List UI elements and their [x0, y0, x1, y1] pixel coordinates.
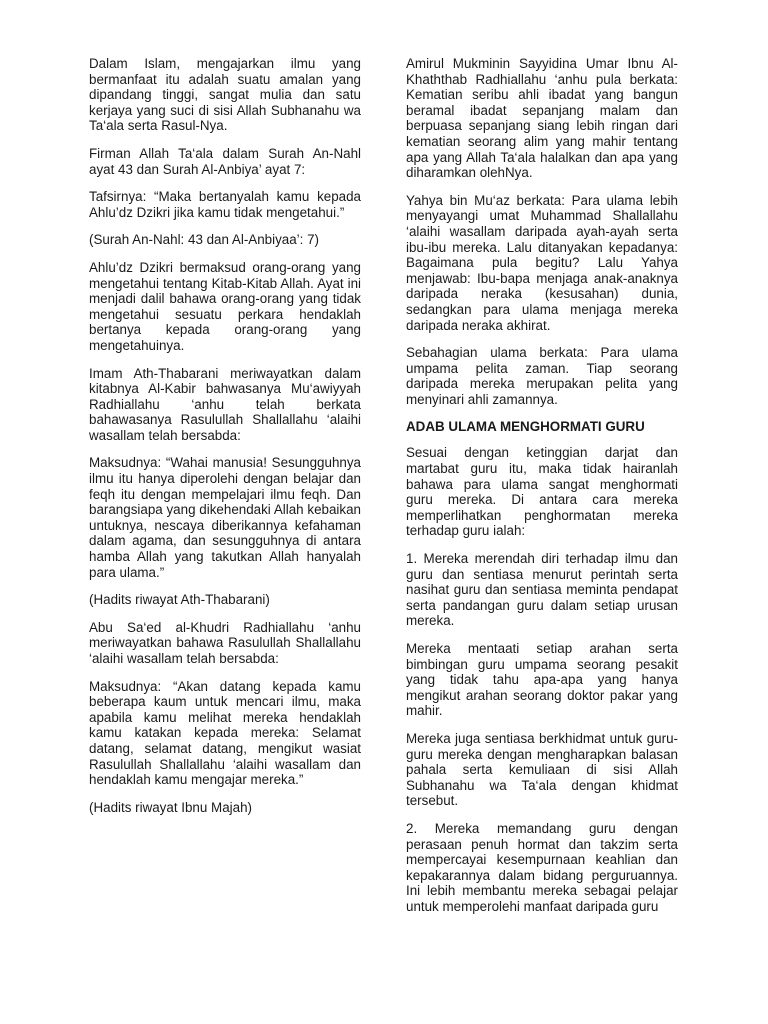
- paragraph-umar: Amirul Mukminin Sayyidina Umar Ibnu Al-Khaththab Radhiallahu ‘anhu pula berkata: Kematian seribu ahli ibadat yang bangun beramal ibadat sepanjang malam dan berpuasa sepanjang siang lebih ringan dari kematian seorang alim yang mahir tentang apa yang Allah Ta‘ala halalkan dan apa yang diharamkan olehNya.: [406, 56, 678, 181]
- paragraph-maksudnya-2: Maksudnya: “Akan datang kepada kamu beberapa kaum untuk mencari ilmu, maka apabila kamu melihat mereka hendaklah kamu katakan kepada mereka: Selamat datang, selamat datang, mengikut wasiat Rasulullah Shallallahu ‘alaihi wasallam dan hendaklah kamu mengajar mereka.”: [89, 678, 361, 788]
- paragraph-sesuai: Sesuai dengan ketinggian darjat dan martabat guru itu, maka tidak hairanlah bahawa para ulama sangat menghormati guru mereka. Di antara cara mereka memperlihatkan penghormatan mereka terhadap guru ialah:: [406, 445, 678, 539]
- citation-surah: (Surah An-Nahl: 43 dan Al-Anbiyaa’: 7): [89, 232, 320, 248]
- paragraph-firman: Firman Allah Ta‘ala dalam Surah An-Nahl ayat 43 dan Surah Al-Anbiya’ ayat 7:: [89, 145, 361, 177]
- paragraph-abu-saed: Abu Sa‘ed al-Khudri Radhiallahu ‘anhu meriwayatkan bahawa Rasulullah Shallallahu ‘alaihi wasallam telah bersabda:: [89, 619, 361, 666]
- paragraph-berkhidmat: Mereka juga sentiasa berkhidmat untuk guru-guru mereka dengan mengharapkan balasan pahala serta kemuliaan di sisi Allah Subhanahu wa Ta‘ala dengan khidmat tersebut.: [406, 730, 678, 809]
- citation-ibnu-majah: (Hadits riwayat Ibnu Majah): [89, 799, 252, 815]
- paragraph-point-2: 2. Mereka memandang guru dengan perasaan penuh hormat dan takzim serta mempercayai kesempurnaan keahlian dan kepakarannya dalam bidang perguruannya. Ini lebih membantu mereka sebagai pelajar untuk memperolehi manfaat daripada guru: [406, 820, 678, 914]
- left-column: [89, 56, 361, 827]
- citation-thabarani: (Hadits riwayat Ath-Thabarani): [89, 592, 270, 608]
- paragraph-tafsir: Tafsirnya: “Maka bertanyalah kamu kepada Ahlu’dz Dzikri jika kamu tidak mengetahui.”: [89, 189, 361, 220]
- paragraph-intro: Dalam Islam, mengajarkan ilmu yang bermanfaat itu adalah suatu amalan yang dipandang tinggi, sangat mulia dan satu kerjaya yang suci di sisi Allah Subhanahu wa Ta‘ala serta Rasul-Nya.: [89, 56, 361, 134]
- paragraph-point-1: 1. Mereka merendah diri terhadap ilmu dan guru dan sentiasa menurut perintah serta nasihat guru dan sentiasa meminta pendapat serta pandangan guru dalam setiap urusan mereka.: [406, 551, 678, 629]
- paragraph-maksudnya-1: Maksudnya: “Wahai manusia! Sesungguhnya ilmu itu hanya diperolehi dengan belajar dan feqh itu dengan mempelajari ilmu feqh. Dan barangsiapa yang dikehendaki Allah kebaikan untuknya, nescaya diberikannya kefahaman dalam agama, dan sesungguhnya di antara hamba Allah yang takutkan Allah hanyalah para ulama.”: [89, 455, 361, 580]
- paragraph-pelita: Sebahagian ulama berkata: Para ulama umpama pelita zaman. Tiap seorang daripada mereka merupakan pelita yang menyinari ahli zamannya.: [406, 345, 678, 407]
- paragraph-mentaati: Mereka mentaati setiap arahan serta bimbingan guru umpama seorang pesakit yang tidak tahu apa-apa yang hanya mengikut arahan seorang doktor pakar yang mahir.: [406, 641, 678, 719]
- paragraph-yahya: Yahya bin Mu‘az berkata: Para ulama lebih menyayangi umat Muhammad Shallallahu ‘alaihi wasallam daripada ayah-ayah serta ibu-ibu mereka. Lalu ditanyakan kepadanya: Bagaimana pula begitu? Lalu Yahya menjawab: Ibu-bapa menjaga anak-anaknya daripada neraka (kesusahan) dunia, sedangkan para ulama menjaga mereka daripada neraka akhirat.: [406, 192, 678, 333]
- section-heading: ADAB ULAMA MENGHORMATI GURU: [406, 419, 645, 435]
- right-column: [406, 56, 678, 927]
- paragraph-ahlu-dzikri: Ahlu’dz Dzikri bermaksud orang-orang yang mengetahui tentang Kitab-Kitab Allah. Ayat ini menjadi dalil bahawa orang-orang yang tidak mengetahui sesuatu perkara hendaklah bertanya kepada orang-orang yang mengetahuinya.: [89, 259, 361, 353]
- paragraph-thabarani: Imam Ath-Thabarani meriwayatkan dalam kitabnya Al-Kabir bahwasanya Mu‘awiyyah Radhiallahu ‘anhu telah berkata bahawasanya Rasulullah Shallallahu ‘alaihi wasallam telah bersabda:: [89, 365, 361, 443]
